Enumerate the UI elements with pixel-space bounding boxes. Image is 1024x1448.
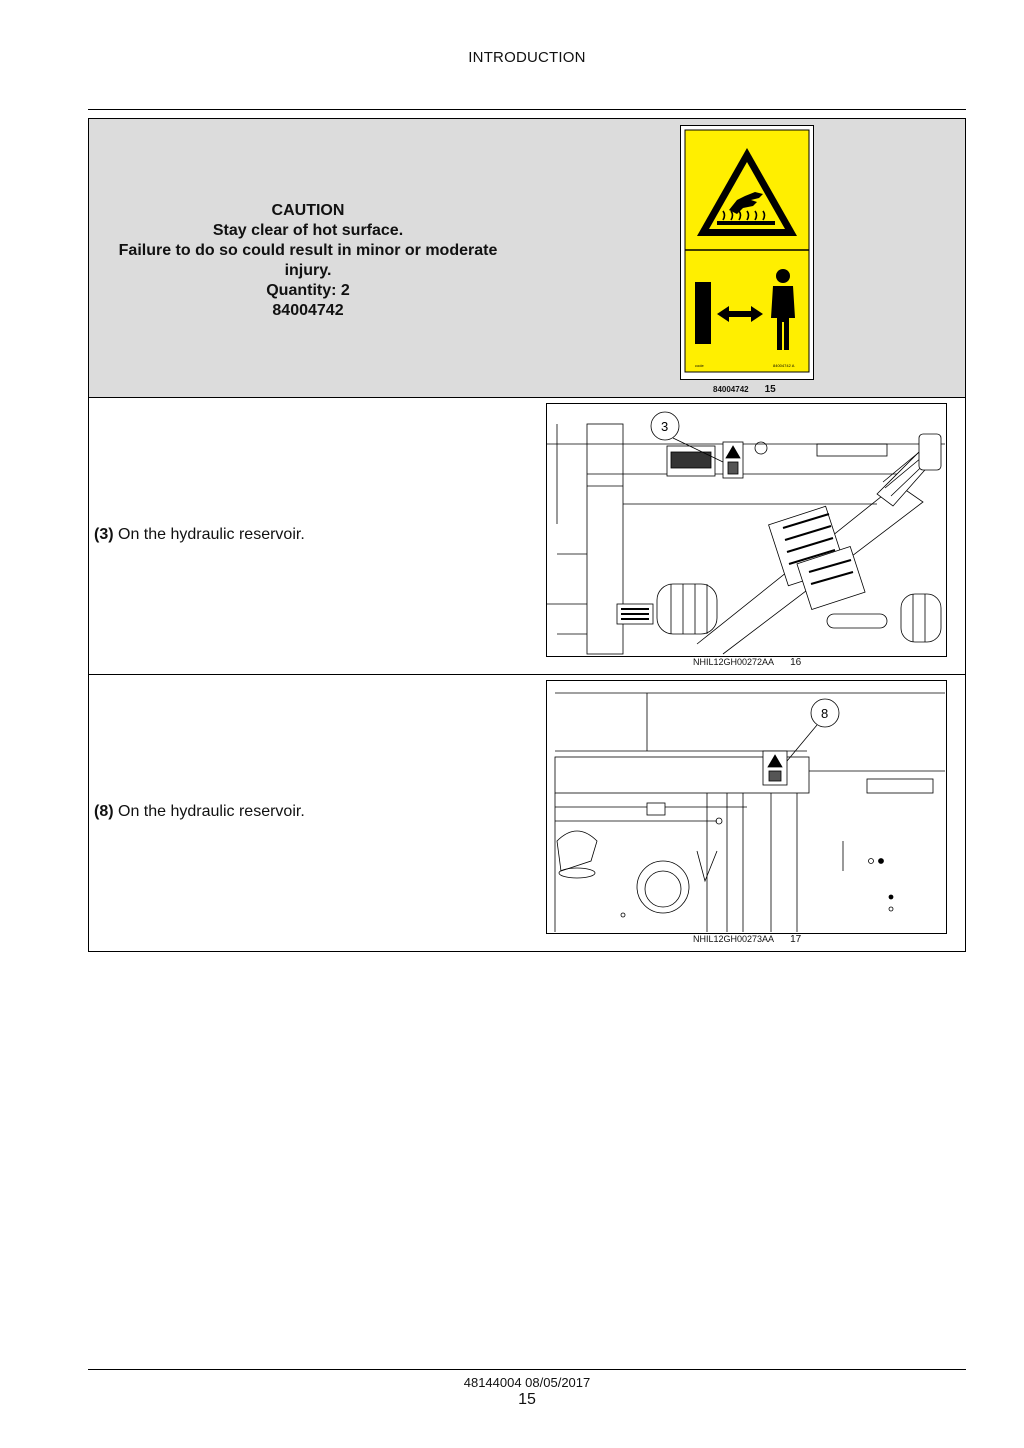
figure-caption-16: [693, 657, 801, 668]
machine-illustration: [547, 404, 945, 655]
footer-page-number: 15: [518, 1391, 536, 1408]
caution-text: [89, 201, 527, 321]
decal-graphic: [681, 126, 813, 379]
caution-heading: CAUTION: [271, 202, 345, 219]
figure-hydraulic-reservoir-3: [546, 403, 947, 657]
figure-hydraulic-reservoir-8: [546, 680, 947, 934]
hot-surface-decal: [680, 125, 814, 380]
location-ref: (8): [94, 803, 114, 820]
location-text-3: [94, 526, 305, 544]
table-row-location-3: [89, 398, 965, 675]
figure-id: NHIL12GH00273AA: [693, 934, 775, 944]
figure-caption-15: [713, 384, 776, 395]
caution-part-number: 84004742: [272, 302, 344, 319]
figure-caption-17: [693, 934, 801, 945]
machine-illustration: [547, 681, 945, 932]
page-header: INTRODUCTION: [468, 49, 586, 66]
location-ref: (3): [94, 526, 114, 543]
location-desc: On the hydraulic reservoir.: [113, 803, 305, 820]
caution-line-1: Stay clear of hot surface.: [212, 222, 404, 239]
figure-number: 17: [790, 934, 802, 945]
caution-quantity: Quantity: 2: [266, 282, 350, 299]
callout-number: 8: [821, 706, 829, 721]
table-row-caution: [89, 119, 965, 398]
header-rule: [88, 109, 966, 110]
caution-line-3: injury.: [284, 262, 332, 279]
bellows-top: [877, 434, 941, 506]
table-row-location-8: [89, 675, 965, 951]
decal-table: [88, 118, 966, 952]
figure-id: NHIL12GH00272AA: [693, 657, 775, 667]
caution-line-2: Failure to do so could result in minor or moderate: [118, 242, 498, 259]
figure-number: 16: [790, 657, 802, 668]
location-text-8: [94, 803, 305, 821]
bellows-lower: [657, 584, 941, 642]
callout-number: 3: [661, 419, 669, 434]
figure-id: 84004742: [713, 385, 749, 394]
decal-small-right: 84004742 A: [773, 363, 795, 368]
footer-rule: [88, 1369, 966, 1370]
decal-small-left: code: [695, 363, 704, 368]
footer-doc-number: 48144004 08/05/2017: [463, 1375, 591, 1390]
figure-number: 15: [764, 384, 776, 395]
location-desc: On the hydraulic reservoir.: [113, 526, 305, 543]
